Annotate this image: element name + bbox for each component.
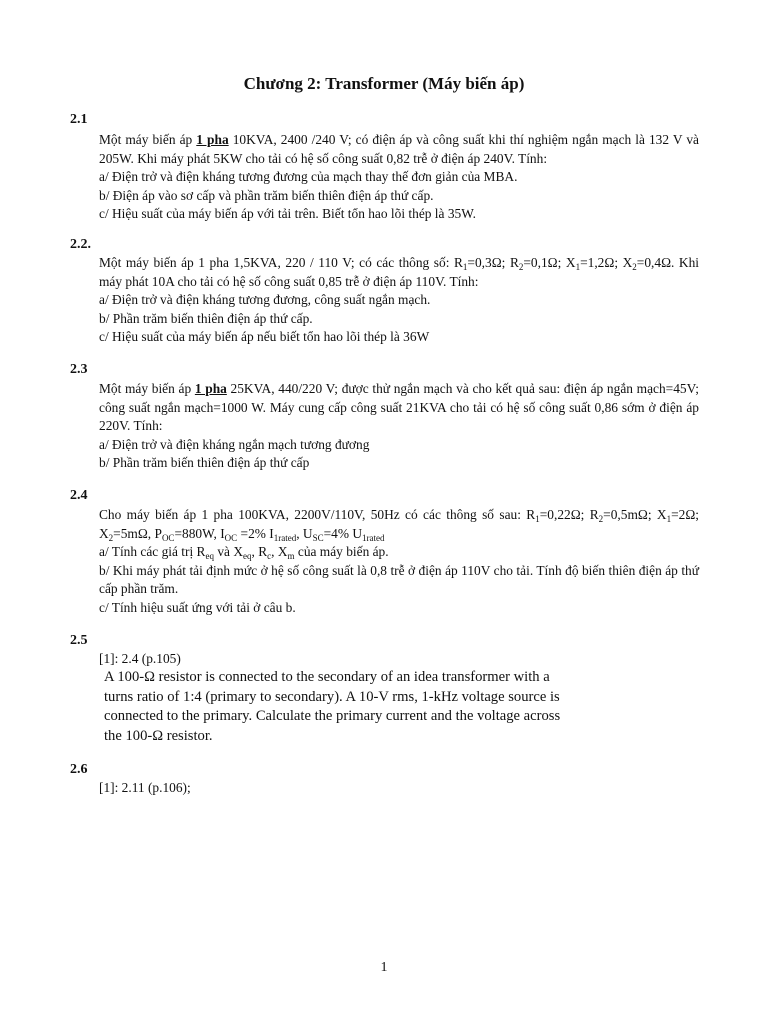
problem-2-1-question-a: a/ Điện trở và điện kháng tương đương của mạch thay thế đơn giản của MBA. — [99, 169, 518, 185]
problem-2-2-question-b: b/ Phần trăm biến thiên điện áp thứ cấp. — [99, 310, 313, 326]
problem-2-4-question-b: b/ Khi máy phát tải định mức ở hệ số công suất là 0,8 trễ ở điện áp 110V cho tải. Tính độ biến thiên điện áp thứ cấp phần trăm. — [99, 562, 699, 597]
problem-2-1-question-b: b/ Điện áp vào sơ cấp và phần trăm biến thiên điện áp thứ cấp. — [99, 187, 434, 203]
problem-2-1-body — [99, 131, 699, 224]
problem-2-3-statement: Một máy biến áp 1 pha 25KVA, 440/220 V; được thử ngắn mạch và cho kết quả sau: điện áp ngắn mạch=45V; công suất ngắn mạch=1000 W. Máy cung cấp công suất 21KVA cho tải có hệ số công suất 0,86 sớm ở điện áp 220V. Tính: — [99, 381, 699, 434]
problem-2-1-statement: Một máy biến áp 1 pha 10KVA, 2400 /240 V; có điện áp và công suất khi thí nghiệm ngắn mạch là 132 V và 205W. Khi máy phát 5KW cho tải có hệ số công suất 0,82 trễ ở điện áp 240V. Tính: — [99, 132, 700, 166]
page-title: Chương 2: Transformer (Máy biến áp) — [243, 74, 525, 93]
problem-2-2-question-c: c/ Hiệu suất của máy biến áp nếu biết tổn hao lõi thép là 36W — [99, 329, 430, 345]
quote-line: connected to the primary. Calculate the primary current and the voltage across — [104, 708, 561, 724]
problem-2-5-reference: [1]: 2.4 (p.105) — [99, 651, 181, 666]
problem-2-2-statement: Một máy biến áp 1 pha 1,5KVA, 220 / 110 V; có các thông số: $R_1=0,3\Omega$; $R_2=0,1\Omega$; $X_1=1,2\Omega$; $X_2=0,4\Omega$. Khi máy phát 10A cho tải có hệ số công suất 0,85 trễ ở điện áp 110V. Tính: — [99, 255, 700, 289]
problem-2-6-reference: [1]: 2.11 (p.106); — [99, 780, 191, 795]
problem-2-4-statement: Cho máy biến áp 1 pha 100KVA, 2200V/110V, 50Hz có các thông số sau: $R_1=0,22\Omega$; $R_2=0,5m\Omega$; $X_1=2\Omega$; $X_2=5m\Omega$, $P_{OC}=880W$, $I_{OC} =2\%$ $I_{1rated}$, $U_{SC}=4\%$ $U_{1rated}$ — [99, 507, 699, 543]
problem-number-2-2: 2.2. — [70, 237, 91, 252]
problem-number-2-4: 2.4 — [70, 488, 88, 503]
quote-line: turns ratio of 1:4 (primary to secondary). A 10-V rms, 1-kHz voltage source is — [104, 688, 560, 705]
problem-number-2-6: 2.6 — [70, 762, 88, 777]
problem-2-4-body — [99, 506, 699, 618]
problem-2-3-question-b: b/ Phần trăm biến thiên điện áp thứ cấp — [99, 455, 310, 471]
quote-line: the 100-Ω resistor. — [104, 727, 213, 744]
problem-number-2-5: 2.5 — [70, 633, 88, 648]
problem-2-1-question-c: c/ Hiệu suất của máy biến áp với tải trên. Biết tổn hao lõi thép là 35W. — [99, 206, 476, 222]
page-number: 1 — [380, 960, 388, 975]
problem-number-2-1: 2.1 — [70, 112, 88, 127]
problem-number-2-3: 2.3 — [70, 362, 88, 377]
problem-2-4-question-a: a/ Tính các giá trị $R_{eq}$ và $X_{eq}$, $R_c$, $X_m$ của máy biến áp. — [99, 544, 389, 562]
problem-2-2-question-a: a/ Điện trở và điện kháng tương đương, công suất ngắn mạch. — [99, 292, 431, 308]
problem-2-4-question-c: c/ Tính hiệu suất ứng với tải ở câu b. — [99, 599, 296, 615]
quote-line: A 100-Ω resistor is connected to the secondary of an idea transformer with a — [104, 669, 550, 685]
problem-2-5-quoted-text — [104, 668, 624, 746]
problem-2-3-question-a: a/ Điện trở và điện kháng ngắn mạch tương đương — [99, 436, 370, 452]
problem-2-3-body — [99, 380, 699, 473]
problem-2-2-body — [99, 254, 699, 347]
